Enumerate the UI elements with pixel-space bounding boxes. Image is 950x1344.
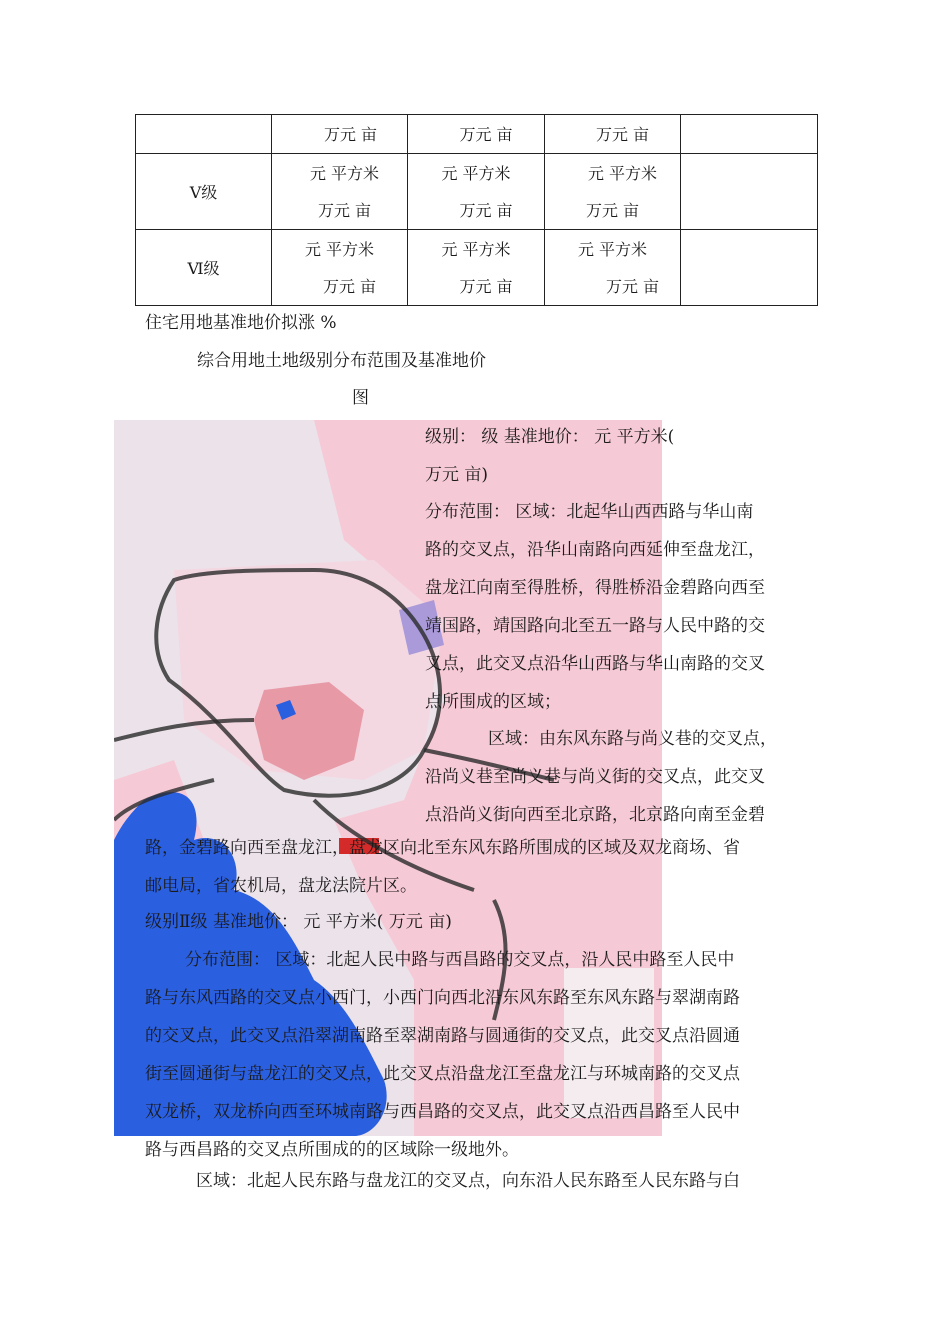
level-cell: Ⅴ级 — [136, 154, 272, 230]
section-title-figure: 图 — [352, 388, 369, 408]
level-cell — [136, 115, 272, 154]
blank-cell — [681, 115, 818, 154]
level2-range: 分布范围： 区域：北起人民中路与西昌路的交叉点，沿人民中路至人民中 路与东风西路的交叉点小西门，小西门向西北沿东风东路至东风东路与翠湖南路 的交叉点，此交叉点沿翠湖南路至翠湖南路与圆通街的交叉点，此交叉点沿圆通 街至圆通街与盘龙江的交叉点，此交叉点沿盘龙江至盘龙江与环城南路的交叉点 双龙桥，双龙桥向西至环城南路与西昌路的交叉点，此交叉点沿西昌路至人民中 路与西昌路的交叉点所围成的的区域除一级地外。 — [145, 950, 740, 1160]
level1-range: 分布范围： 区域：北起华山西西路与华山南 路的交叉点，沿华山南路向西延伸至盘龙江， 盘龙江向南至得胜桥，得胜桥沿金碧路向西至 靖国路，靖国路向北至五一路与人民中路的交 叉点，此交叉点沿华山西路与华山南路的交叉 点所围成的区域； — [425, 502, 765, 712]
level1-header: 级别： 级 基准地价： 元 平方米( 万元 亩) — [425, 427, 675, 485]
blank-cell — [681, 154, 818, 230]
residential-price-note: 住宅用地基准地价拟涨 % — [145, 313, 337, 333]
level2-zone2: 区域：北起人民东路与盘龙江的交叉点，向东沿人民东路至人民东路与白 — [196, 1171, 740, 1191]
price-cell: 万元 亩 — [408, 115, 545, 154]
blank-cell — [681, 230, 818, 306]
price-cell: 元 平方米 万元 亩 — [408, 154, 545, 230]
price-cell: 元 平方米 万元 亩 — [545, 154, 681, 230]
table-row — [136, 154, 818, 230]
level-cell: Ⅵ级 — [136, 230, 272, 306]
table-row — [136, 230, 818, 306]
level2-header: 级别Ⅱ级 基准地价： 元 平方米( 万元 亩) — [145, 912, 452, 932]
section-title: 综合用地土地级别分布范围及基准地价 — [197, 351, 486, 371]
price-cell: 元 平方米 万元 亩 — [408, 230, 545, 306]
level1-wide-text: 路，金碧路向西至盘龙江，盘龙区向北至东风东路所围成的区域及双龙商场、省 邮电局，省农机局，盘龙法院片区。 — [145, 838, 740, 896]
price-cell: 万元 亩 — [545, 115, 681, 154]
price-cell: 元 平方米 万元 亩 — [272, 154, 408, 230]
price-cell: 万元 亩 — [272, 115, 408, 154]
land-price-table — [135, 114, 818, 306]
table-row — [136, 115, 818, 154]
price-cell: 元 平方米 万元 亩 — [545, 230, 681, 306]
price-cell: 元 平方米 万元 亩 — [272, 230, 408, 306]
level1-zone2: 区域：由东风东路与尚义巷的交叉点， 沿尚义巷至尚义巷与尚义街的交叉点，此交叉 点沿尚义街向西至北京路，北京路向南至金碧 — [425, 729, 777, 825]
